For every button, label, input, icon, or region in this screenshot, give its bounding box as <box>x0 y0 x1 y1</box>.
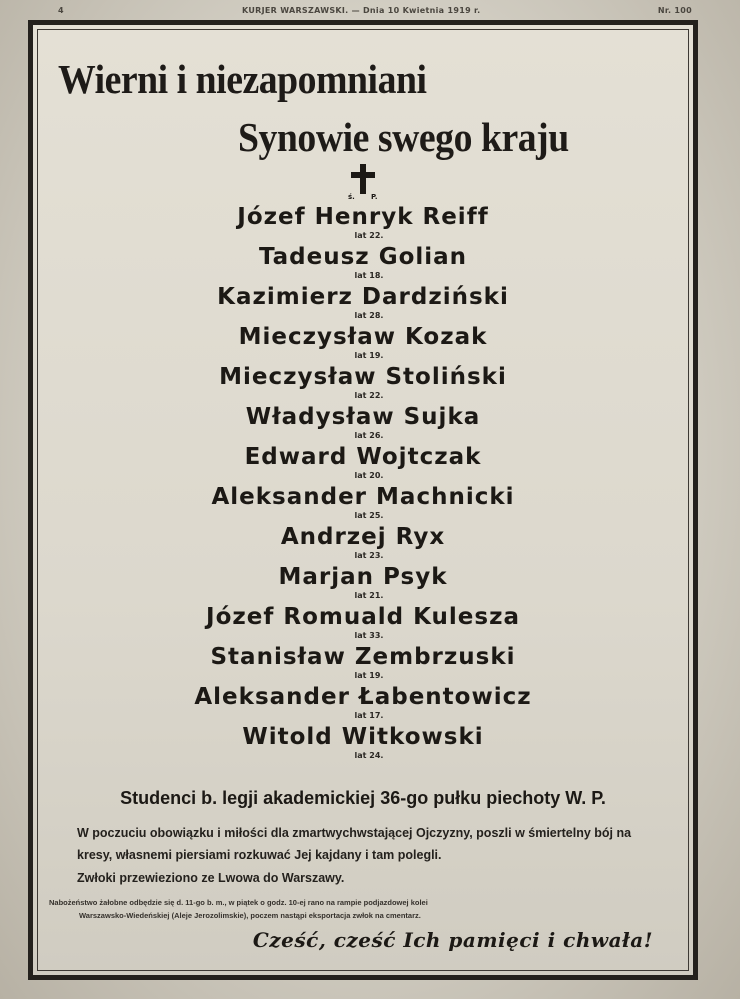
fallen-age: lat 19. <box>354 671 384 680</box>
list-item <box>33 283 693 323</box>
fallen-name: Andrzej Ryx <box>280 524 446 550</box>
closing-tribute: Cześć, cześć Ich pamięci i chwała! <box>252 928 653 952</box>
headline-line-1: Wierni i niezapomniani <box>58 56 427 102</box>
fallen-age: lat 20. <box>354 471 384 480</box>
list-item <box>33 483 693 523</box>
fallen-name: Marjan Psyk <box>278 564 448 590</box>
fallen-age: lat 18. <box>354 271 384 280</box>
list-item <box>33 443 693 483</box>
fallen-name: Tadeusz Golian <box>258 244 468 270</box>
list-item <box>33 643 693 683</box>
cross-icon <box>345 163 381 201</box>
fallen-age: lat 25. <box>354 511 384 520</box>
obituary-frame <box>28 20 698 980</box>
service-notice-line-1: Nabożeństwo żałobne odbędzie się d. 11-go b. m., w piątek o godz. 10-ej rano na rampie podjazdowej kolei <box>49 898 428 907</box>
list-item <box>33 523 693 563</box>
fallen-name: Mieczysław Stoliński <box>219 364 507 390</box>
fallen-age: lat 19. <box>354 351 384 360</box>
issue-number: Nr. 100 <box>657 6 692 15</box>
list-item <box>33 363 693 403</box>
fallen-name: Stanisław Zembrzuski <box>210 644 516 670</box>
students-legion-line: Studenci b. legji akademickiej 36-go pułku piechoty W. P. <box>120 788 606 808</box>
list-item <box>33 203 693 243</box>
fallen-name: Kazimierz Dardziński <box>217 284 509 310</box>
fallen-age: lat 22. <box>354 391 384 400</box>
fallen-age: lat 33. <box>354 631 384 640</box>
newspaper-title: KURJER WARSZAWSKI. — Dnia 10 Kwietnia 1919 r. <box>242 6 481 15</box>
page-number: 4 <box>58 6 64 15</box>
dedication-paragraph: W poczuciu obowiązku i miłości dla zmartwychwstającej Ojczyzny, poszli w śmiertelny bój na kresy, własnemi piersiami rozkuwać Jej kajdany i tam polegli. <box>77 826 632 862</box>
list-item <box>33 603 693 643</box>
fallen-name: Józef Romuald Kulesza <box>206 604 520 630</box>
list-item <box>33 323 693 363</box>
list-item <box>33 723 693 763</box>
fallen-age: lat 23. <box>354 551 384 560</box>
fallen-name: Władysław Sujka <box>245 404 481 430</box>
fallen-age: lat 24. <box>354 751 384 760</box>
fallen-age: lat 17. <box>354 711 384 720</box>
service-notice <box>49 896 669 922</box>
fallen-name: Aleksander Machnicki <box>211 484 515 510</box>
service-notice-line-2: Warszawsko-Wiedeńskiej (Aleje Jerozolimskie), poczem nastąpi eksportacja zwłok na cmentarz. <box>79 911 421 920</box>
list-item <box>33 683 693 723</box>
fallen-name: Aleksander Łabentowicz <box>194 684 532 710</box>
masthead <box>52 4 692 18</box>
fallen-age: lat 22. <box>354 231 384 240</box>
fallen-name: Mieczysław Kozak <box>238 324 488 350</box>
fallen-name: Józef Henryk Reiff <box>237 204 489 230</box>
list-item <box>33 563 693 603</box>
list-item <box>33 243 693 283</box>
svg-text:ś.: ś. <box>348 193 355 201</box>
fallen-age: lat 21. <box>354 591 384 600</box>
headline-line-2: Synowie swego kraju <box>238 114 569 160</box>
transport-note: Zwłoki przewieziono ze Lwowa do Warszawy. <box>77 871 345 885</box>
fallen-name: Witold Witkowski <box>242 724 484 750</box>
fallen-list <box>33 203 693 763</box>
fallen-age: lat 28. <box>354 311 384 320</box>
svg-text:P.: P. <box>371 193 378 201</box>
list-item <box>33 403 693 443</box>
fallen-age: lat 26. <box>354 431 384 440</box>
fallen-name: Edward Wojtczak <box>244 444 482 470</box>
